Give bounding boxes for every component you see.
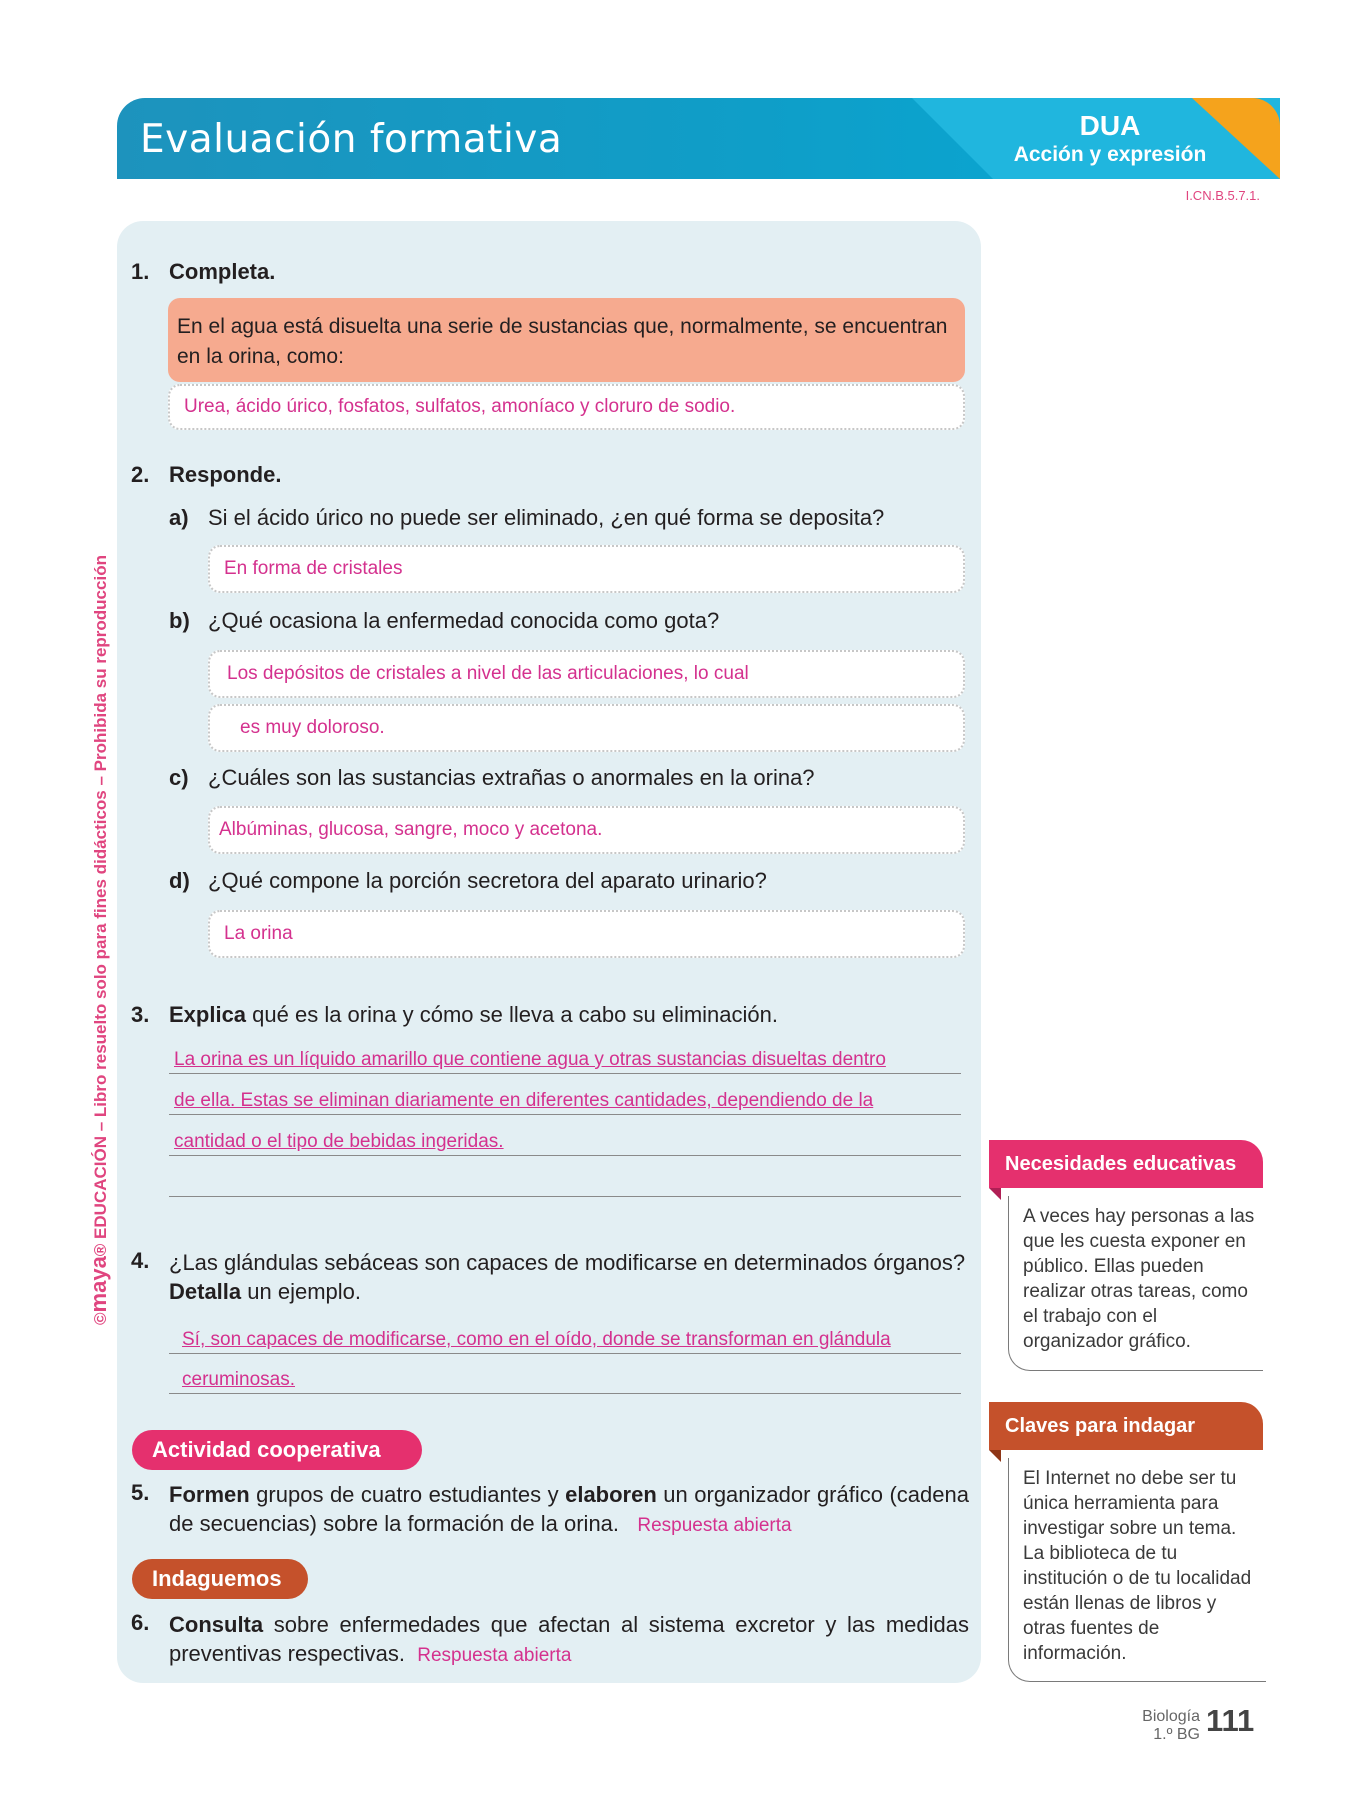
page-title: Evaluación formativa [140, 117, 563, 162]
q2d-answer-text: La orina [224, 923, 293, 944]
q3-line-1-text: La orina es un líquido amarillo que contiene agua y otras sustancias disueltas dentro [174, 1049, 886, 1070]
side-note-2-body: El Internet no debe ser tu única herramienta para investigar sobre un tema. La biblioteca de tu institución o de tu localidad están llenas de libros y otras fuentes de información. [1008, 1458, 1266, 1682]
q4-verb: Detalla [169, 1279, 242, 1304]
q2a-question: Si el ácido úrico no puede ser eliminado, ¿en qué forma se deposita? [208, 505, 885, 530]
q2c-answer-text: Albúminas, glucosa, sangre, moco y acetona. [219, 819, 603, 840]
q2c-answer[interactable] [208, 806, 965, 854]
q6-verb: Consulta [169, 1612, 264, 1637]
cooperative-activity-badge: Actividad cooperativa [132, 1430, 422, 1470]
q5-verb-2: elaboren [565, 1482, 657, 1507]
q4-line-1[interactable] [169, 1318, 961, 1354]
q3-line-2[interactable] [169, 1079, 961, 1115]
q6-number: 6. [131, 1610, 150, 1635]
copyright-text: ® EDUCACIÓN – Libro resuelto solo para fines didácticos – Prohibida su reproducción [91, 555, 110, 1257]
q2-number: 2. [131, 462, 150, 487]
q1-title: Completa. [169, 259, 276, 284]
q2d-question: ¿Qué compone la porción secretora del aparato urinario? [208, 868, 767, 893]
copyright-vertical [86, 485, 112, 1325]
side-note-2-title: Claves para indagar [989, 1402, 1263, 1450]
side-note-1-title: Necesidades educativas [989, 1140, 1263, 1188]
q2b-answer-line-1[interactable] [208, 650, 965, 698]
copyright-symbol: © [91, 1312, 110, 1325]
side-note-2-fold [989, 1450, 1001, 1462]
side-note-1-body: A veces hay personas a las que les cuesta exponer en público. Ellas pueden realizar otras tareas, como el trabajo con el organizador gráfico. [1008, 1196, 1263, 1371]
q5-text-1: grupos de cuatro estudiantes y [249, 1482, 566, 1507]
q6-rest: sobre enfermedades que afectan al sistema excretor y las medidas preventivas respectivas. [169, 1612, 969, 1666]
q4-number: 4. [131, 1248, 150, 1273]
footer-subject [1125, 1708, 1200, 1744]
q2a-answer-text: En forma de cristales [224, 558, 403, 579]
q2c-letter: c) [169, 765, 189, 790]
q6-text [169, 1610, 969, 1670]
q3-line-1[interactable] [169, 1038, 961, 1074]
q2a-answer[interactable] [208, 545, 965, 593]
q5-verb-1: Formen [169, 1482, 250, 1507]
q2d-letter: d) [169, 868, 190, 893]
q5-answer: Respuesta abierta [637, 1515, 792, 1536]
q5-number: 5. [131, 1480, 150, 1505]
q3-line-4[interactable] [169, 1161, 961, 1197]
footer-grade: 1.º BG [1153, 1726, 1200, 1743]
q2d-answer[interactable] [208, 910, 965, 958]
q3-verb: Explica [169, 1002, 247, 1027]
footer-subject-name: Biología [1142, 1708, 1200, 1725]
indicator-code: I.CN.B.5.7.1. [1185, 188, 1260, 203]
q3-line-2-text: de ella. Estas se eliminan diariamente en diferentes cantidades, dependiendo de la [174, 1090, 874, 1111]
q4-line-2[interactable] [169, 1358, 961, 1394]
q5-text [169, 1480, 969, 1540]
q1-answer[interactable] [168, 384, 965, 430]
q2a-letter: a) [169, 505, 189, 530]
q2b-answer-line-2[interactable] [208, 704, 965, 752]
q3-text [169, 1002, 778, 1028]
q6-answer: Respuesta abierta [417, 1645, 572, 1666]
q3-line-3-text: cantidad o el tipo de bebidas ingeridas. [174, 1131, 504, 1152]
q2b-letter: b) [169, 608, 190, 633]
brand-logo-text: maya [86, 1256, 111, 1313]
page-number: 111 [1206, 1703, 1255, 1738]
dua-title: DUA [1079, 110, 1141, 141]
q2-title: Responde. [169, 462, 282, 487]
q4-rest: un ejemplo. [241, 1279, 362, 1304]
q2c-question: ¿Cuáles son las sustancias extrañas o anormales en la orina? [208, 765, 815, 790]
q3-line-3[interactable] [169, 1120, 961, 1156]
q1-number: 1. [131, 259, 150, 284]
q1-prompt: En el agua está disuelta una serie de sustancias que, normalmente, se encuentran en la orina, como: [168, 298, 965, 382]
q2b-answer-text-1: Los depósitos de cristales a nivel de las articulaciones, lo cual [227, 663, 749, 684]
q4-text [169, 1248, 969, 1306]
q2b-answer-text-2: es muy doloroso. [240, 717, 385, 738]
q1-answer-text: Urea, ácido úrico, fosfatos, sulfatos, amoníaco y cloruro de sodio. [184, 396, 736, 417]
q4-line-2-text: ceruminosas. [182, 1369, 295, 1390]
side-note-1-fold [989, 1188, 1001, 1200]
q4-question: ¿Las glándulas sebáceas son capaces de modificarse en determinados órganos? [169, 1250, 966, 1275]
q5-text-2: un organizador gráfico (cadena de secuencias) sobre la formación de la orina. [169, 1482, 969, 1536]
indaguemos-badge: Indaguemos [132, 1559, 308, 1599]
q3-rest: qué es la orina y cómo se lleva a cabo su eliminación. [246, 1002, 778, 1027]
dua-subtitle: Acción y expresión [1013, 143, 1207, 166]
q2b-question: ¿Qué ocasiona la enfermedad conocida como gota? [208, 608, 720, 633]
q4-line-1-text: Sí, son capaces de modificarse, como en el oído, donde se transforman en glándula [182, 1329, 891, 1350]
q3-number: 3. [131, 1002, 150, 1027]
